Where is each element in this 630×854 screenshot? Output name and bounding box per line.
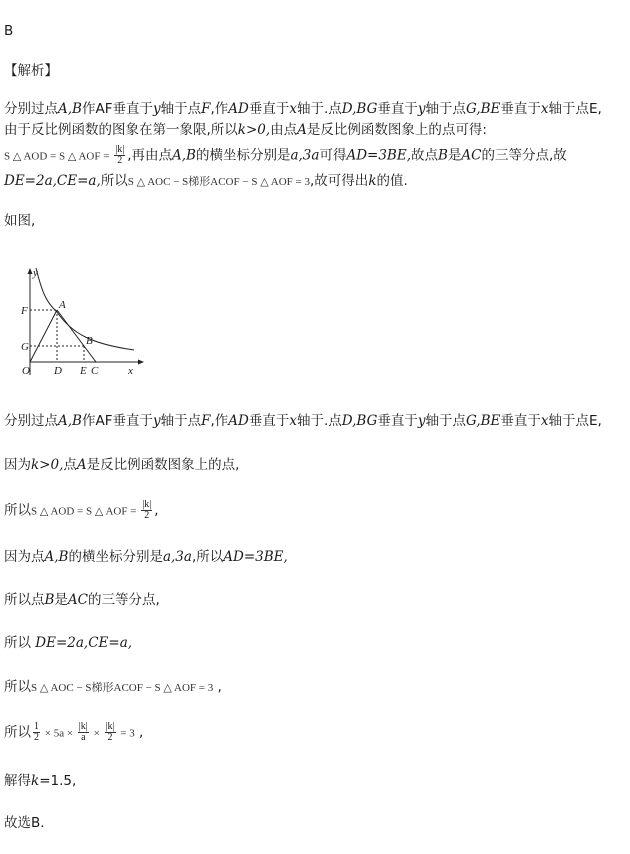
label-D: D: [54, 365, 62, 377]
label-F: F: [21, 305, 28, 317]
solution-line-4: 因为点A,B的横坐标分别是a,3a,所以AD=3BE,: [4, 549, 288, 565]
label-A: A: [59, 299, 66, 311]
solution-line-10: 故选B.: [4, 815, 45, 831]
solution-line-2: 因为k>0,点A是反比例函数图象上的点,: [4, 457, 240, 473]
label-y: y: [33, 267, 38, 279]
hint-line-3: S △ AOD = S △ AOF = $\frac{|k|}{2}$ ,再由点A,B的横坐标分别是a,3a可得AD=3BE,故点B是AC的三等分点,故: [4, 144, 567, 166]
solution-line-3: 所以S △ AOD = S △ AOF = $\frac{|k|}{2}$ ,: [4, 499, 159, 521]
hint-line-4: DE=2a,CE=a,所以S △ AOC − S梯形ACOF − S △ AOF = 3,故可得出k的值.: [4, 173, 408, 189]
solution-line-7: 所以S △ AOC − S梯形ACOF − S △ AOF = 3 ,: [4, 679, 222, 695]
solution-line-1: 分别过点A,B作AF垂直于y轴于点F,作AD垂直于x轴于.点D,BG垂直于y轴于点G,BE垂直于x轴于点E,: [4, 413, 602, 429]
label-E: E: [80, 365, 87, 377]
fraction-k-over-2: $\frac{|k|}{2}$: [142, 499, 152, 521]
y-axis-arrow: [28, 268, 33, 274]
hint-line-1: 分别过点A,B作AF垂直于y轴于点F,作AD垂直于x轴于.点D,BG垂直于y轴于点G,BE垂直于x轴于点E,: [4, 101, 602, 117]
x-axis-arrow: [138, 360, 144, 365]
solution-line-9: 解得k=1.5,: [4, 773, 77, 789]
answer-letter: B: [4, 23, 14, 39]
as-shown-label: 如图,: [4, 213, 36, 229]
label-G: G: [21, 341, 29, 353]
fraction-k-over-2: $\frac{|k|}{2}$: [115, 144, 125, 166]
solution-line-5: 所以点B是AC的三等分点,: [4, 592, 160, 608]
label-x: x: [128, 365, 133, 377]
analysis-heading: 【解析】: [4, 63, 58, 79]
solution-line-8: 所以 $\frac{1}{2}$ × 5a × $\frac{|k|}{a}$ × $\frac{|k|}{2}$ = 3 ,: [4, 721, 144, 743]
label-O: O: [22, 365, 30, 377]
fraction-k-over-a: $\frac{|k|}{a}$: [78, 721, 88, 743]
label-C: C: [91, 365, 99, 377]
label-B: B: [86, 335, 93, 347]
hyperbola-curve: [36, 268, 134, 350]
fraction-1-over-2: $\frac{1}{2}$: [34, 721, 39, 743]
fraction-k-over-2: $\frac{|k|}{2}$: [105, 721, 115, 743]
hint-line-2: 由于反比例函数的图象在第一象限,所以k>0,由点A是反比例函数图象上的点可得:: [4, 122, 487, 138]
solution-line-6: 所以 DE=2a,CE=a,: [4, 635, 133, 651]
segment-OA: [30, 310, 57, 362]
function-graph-figure: [22, 262, 152, 382]
